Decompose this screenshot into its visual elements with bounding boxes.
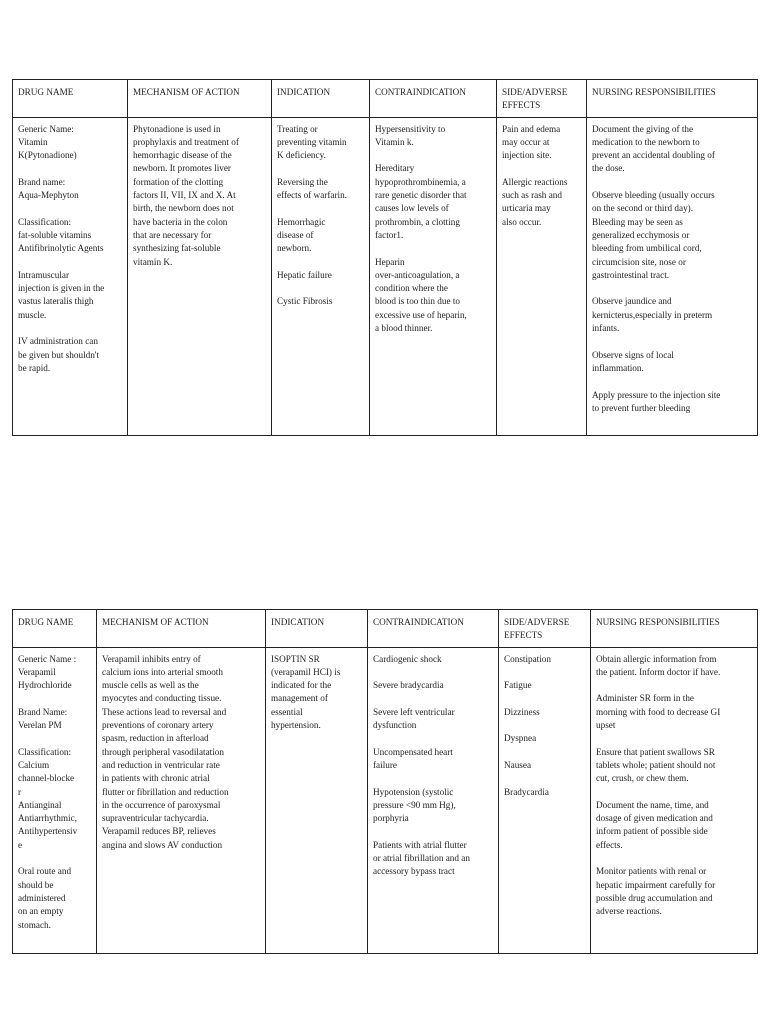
cell-text-line: inflammation. bbox=[592, 362, 644, 373]
cell-text-line: Nausea bbox=[504, 759, 532, 770]
cell-text-line: Constipation bbox=[504, 653, 551, 664]
cell-text-line: Intramuscular bbox=[18, 269, 70, 280]
cell-text-line: ISOPTIN SR bbox=[271, 653, 320, 664]
cell-text-line: K(Pytonadione) bbox=[18, 150, 77, 161]
cell-text-line: bleeding from umbilical cord, bbox=[592, 243, 702, 254]
cell-text-line: may occur at bbox=[502, 136, 550, 147]
cell-text-line: be given but shouldn't bbox=[18, 349, 100, 360]
drug-table-vitamin-k bbox=[12, 79, 758, 436]
cell-text-line: muscle. bbox=[18, 309, 47, 320]
cell-text-line: hypoprothrombinemia, a bbox=[375, 176, 466, 187]
cell-text-line: Brand name: bbox=[18, 176, 66, 187]
cell-text-line: cut, crush, or chew them. bbox=[596, 773, 689, 784]
cell-contraindication bbox=[368, 647, 499, 953]
header-contraindication: CONTRAINDICATION bbox=[368, 610, 499, 648]
cell-text-line: effects. bbox=[596, 839, 623, 850]
cell-text-line: channel-blocke bbox=[18, 773, 75, 784]
cell-text-line: K deficiency. bbox=[277, 150, 326, 161]
cell-text-line: infants. bbox=[592, 323, 620, 334]
cell-text-line: These actions lead to reversal and bbox=[102, 706, 227, 717]
cell-text-line: inform patient of possible side bbox=[596, 826, 708, 837]
cell-text-line: upset bbox=[596, 720, 616, 731]
cell-text-line: Hemorrhagic bbox=[277, 216, 326, 227]
cell-text-line: circumcision site, nose or bbox=[592, 256, 686, 267]
cell-text-line: Severe left ventricular bbox=[373, 706, 455, 717]
cell-text-line: (verapamil HCI) is bbox=[271, 666, 341, 677]
cell-nursing bbox=[591, 647, 758, 953]
header-nursing: NURSING RESPONSIBILITIES bbox=[591, 610, 758, 648]
cell-text-line: prevent an accidental doubling of bbox=[592, 150, 715, 161]
cell-text-line: Document the name, time, and bbox=[596, 799, 709, 810]
cell-text-line: Observe bleeding (usually occurs bbox=[592, 190, 715, 201]
cell-text-line: Generic Name: bbox=[18, 123, 74, 134]
cell-text-line: Brand Name: bbox=[18, 706, 68, 717]
cell-text-line: Observe signs of local bbox=[592, 349, 674, 360]
cell-text-line: accessory bypass tract bbox=[373, 866, 455, 877]
cell-text-line: prothrombin, a clotting bbox=[375, 216, 460, 227]
cell-text-line: preventions of coronary artery bbox=[102, 720, 214, 731]
cell-text-line: kernicterus,especially in preterm bbox=[592, 309, 713, 320]
cell-text-line: hemorrhagic disease of the bbox=[133, 150, 232, 161]
cell-text-line: gastrointestinal tract. bbox=[592, 269, 670, 280]
header-mechanism: MECHANISM OF ACTION bbox=[97, 610, 266, 648]
cell-text-line: Vitamin k. bbox=[375, 136, 414, 147]
cell-drug-name bbox=[13, 117, 128, 435]
cell-text-line: Dyspnea bbox=[504, 733, 537, 744]
cell-text-line: Bradycardia bbox=[504, 786, 549, 797]
header-contraindication: CONTRAINDICATION bbox=[370, 80, 497, 118]
cell-text-line: Hydrochloride bbox=[18, 680, 72, 691]
cell-side-effects bbox=[497, 117, 587, 435]
cell-text-line: birth, the newborn does not bbox=[133, 203, 234, 214]
drug-table-verapamil bbox=[12, 609, 758, 954]
cell-text-line: such as rash and bbox=[502, 190, 562, 201]
cell-text-line: Hepatic failure bbox=[277, 269, 332, 280]
cell-text-line: Generic Name : bbox=[18, 653, 77, 664]
cell-text-line: Dizziness bbox=[504, 706, 540, 717]
cell-text-line: r bbox=[18, 786, 22, 797]
cell-mechanism bbox=[97, 647, 266, 953]
cell-text-line: Verapamil bbox=[18, 666, 56, 677]
cell-text-line: muscle cells as well as the bbox=[102, 680, 199, 691]
cell-text-line: Reversing the bbox=[277, 176, 328, 187]
cell-text-line: Verapamil reduces BP, relieves bbox=[102, 826, 216, 837]
cell-text-line: dysfunction bbox=[373, 720, 417, 731]
cell-indication bbox=[272, 117, 370, 435]
cell-text-line: Antihypertensiv bbox=[18, 826, 78, 837]
cell-text-line: Apply pressure to the injection site bbox=[592, 389, 721, 400]
cell-text-line: rare genetic disorder that bbox=[375, 190, 467, 201]
cell-text-line: preventing vitamin bbox=[277, 136, 347, 147]
cell-text-line: a blood thinner. bbox=[375, 323, 433, 334]
cell-text-line: Heparin bbox=[375, 256, 405, 267]
cell-text-line: newborn. bbox=[277, 243, 312, 254]
cell-text-line: Cardiogenic shock bbox=[373, 653, 442, 664]
cell-text-line: dosage of given medication and bbox=[596, 813, 713, 824]
cell-text-line: Classification: bbox=[18, 216, 72, 227]
cell-text-line: in the occurrence of paroxysmal bbox=[102, 799, 221, 810]
cell-text-line: synthesizing fat-soluble bbox=[133, 243, 221, 254]
cell-text-line: essential bbox=[271, 706, 303, 717]
cell-indication bbox=[266, 647, 368, 953]
cell-text-line: formation of the clotting bbox=[133, 176, 224, 187]
header-row bbox=[13, 80, 758, 118]
cell-text-line: failure bbox=[373, 759, 397, 770]
cell-text-line: Vitamin bbox=[18, 136, 48, 147]
header-side-effects: SIDE/ADVERSE EFFECTS bbox=[497, 80, 587, 118]
cell-text-line: e bbox=[18, 839, 23, 850]
cell-text-line: in patients with chronic atrial bbox=[102, 773, 210, 784]
cell-text-line: indicated for the bbox=[271, 680, 332, 691]
cell-text-line: or atrial fibrillation and an bbox=[373, 853, 470, 864]
cell-text-line: factor1. bbox=[375, 229, 404, 240]
cell-text-line: should be bbox=[18, 879, 54, 890]
cell-text-line: effects of warfarin. bbox=[277, 190, 347, 201]
cell-text-line: be rapid. bbox=[18, 362, 51, 373]
cell-mechanism bbox=[128, 117, 272, 435]
cell-text-line: adverse reactions. bbox=[596, 906, 662, 917]
cell-text-line: Cystic Fibrosis bbox=[277, 296, 333, 307]
cell-contraindication bbox=[370, 117, 497, 435]
cell-text-line: Antiarrhythmic, bbox=[18, 813, 77, 824]
cell-text-line: injection site. bbox=[502, 150, 552, 161]
cell-text-line: to prevent further bleeding bbox=[592, 402, 691, 413]
cell-text-line: condition where the bbox=[375, 283, 448, 294]
cell-text-line: the dose. bbox=[592, 163, 625, 174]
cell-text-line: vastus lateralis thigh bbox=[18, 296, 94, 307]
cell-text-line: porphyria bbox=[373, 813, 409, 824]
cell-text-line: stomach. bbox=[18, 919, 51, 930]
cell-text-line: flutter or fibrillation and reduction bbox=[102, 786, 229, 797]
cell-text-line: also occur. bbox=[502, 216, 542, 227]
cell-text-line: Aqua-Mephyton bbox=[18, 190, 79, 201]
cell-text-line: Obtain allergic information from bbox=[596, 653, 717, 664]
cell-text-line: medication to the newborn to bbox=[592, 136, 700, 147]
cell-text-line: and reduction in ventricular rate bbox=[102, 759, 220, 770]
cell-text-line: have bacteria in the colon bbox=[133, 216, 228, 227]
cell-text-line: Fatigue bbox=[504, 680, 532, 691]
cell-text-line: newborn. It promotes liver bbox=[133, 163, 231, 174]
table-row bbox=[13, 647, 758, 953]
cell-text-line: vitamin K. bbox=[133, 256, 173, 267]
cell-text-line: pressure <90 mm Hg), bbox=[373, 799, 456, 810]
cell-text-line: Pain and edema bbox=[502, 123, 561, 134]
header-nursing: NURSING RESPONSIBILITIES bbox=[587, 80, 758, 118]
cell-text-line: possible drug accumulation and bbox=[596, 892, 713, 903]
cell-text-line: angina and slows AV conduction bbox=[102, 839, 223, 850]
cell-text-line: fat-soluble vitamins bbox=[18, 229, 92, 240]
cell-text-line: Observe jaundice and bbox=[592, 296, 672, 307]
cell-text-line: through peripheral vasodilatation bbox=[102, 746, 224, 757]
cell-text-line: over-anticoagulation, a bbox=[375, 269, 460, 280]
cell-text-line: factors II, VII, IX and X. At bbox=[133, 190, 236, 201]
cell-text-line: myocytes and conducting tissue. bbox=[102, 693, 222, 704]
cell-text-line: Phytonadione is used in bbox=[133, 123, 221, 134]
cell-text-line: blood is too thin due to bbox=[375, 296, 460, 307]
cell-text-line: excessive use of heparin, bbox=[375, 309, 467, 320]
cell-text-line: administered bbox=[18, 892, 66, 903]
cell-text-line: Ensure that patient swallows SR bbox=[596, 746, 715, 757]
header-row bbox=[13, 610, 758, 648]
cell-text-line: on an empty bbox=[18, 906, 64, 917]
cell-side-effects bbox=[499, 647, 591, 953]
cell-text-line: Administer SR form in the bbox=[596, 693, 694, 704]
cell-text-line: supraventricular tachycardia. bbox=[102, 813, 209, 824]
cell-drug-name bbox=[13, 647, 97, 953]
cell-text-line: Hereditary bbox=[375, 163, 415, 174]
cell-text-line: the patient. Inform doctor if have. bbox=[596, 666, 721, 677]
cell-text-line: injection is given in the bbox=[18, 283, 105, 294]
cell-text-line: urticaria may bbox=[502, 203, 551, 214]
cell-text-line: tablets whole; patient should not bbox=[596, 759, 716, 770]
cell-text-line: morning with food to decrease GI bbox=[596, 706, 721, 717]
cell-text-line: calcium ions into arterial smooth bbox=[102, 666, 223, 677]
header-side-effects: SIDE/ADVERSE EFFECTS bbox=[499, 610, 591, 648]
cell-text-line: prophylaxis and treatment of bbox=[133, 136, 239, 147]
cell-text-line: Verapamil inhibits entry of bbox=[102, 653, 201, 664]
cell-text-line: spasm, reduction in afterload bbox=[102, 733, 209, 744]
cell-text-line: hypertension. bbox=[271, 720, 321, 731]
cell-text-line: Verelan PM bbox=[18, 720, 62, 731]
cell-text-line: Allergic reactions bbox=[502, 176, 568, 187]
cell-text-line: hepatic impairment carefully for bbox=[596, 879, 716, 890]
cell-text-line: Oral route and bbox=[18, 866, 72, 877]
cell-text-line: Document the giving of the bbox=[592, 123, 694, 134]
cell-text-line: on the second or third day). bbox=[592, 203, 694, 214]
cell-text-line: Calcium bbox=[18, 759, 50, 770]
cell-text-line: disease of bbox=[277, 229, 314, 240]
table-row bbox=[13, 117, 758, 435]
cell-text-line: Treating or bbox=[277, 123, 318, 134]
header-mechanism: MECHANISM OF ACTION bbox=[128, 80, 272, 118]
cell-text-line: IV administration can bbox=[18, 336, 98, 347]
cell-text-line: management of bbox=[271, 693, 328, 704]
cell-text-line: Monitor patients with renal or bbox=[596, 866, 707, 877]
cell-text-line: causes low levels of bbox=[375, 203, 449, 214]
cell-text-line: Antifibrinolytic Agents bbox=[18, 243, 104, 254]
cell-text-line: generalized ecchymosis or bbox=[592, 229, 690, 240]
cell-text-line: Bleeding may be seen as bbox=[592, 216, 683, 227]
cell-text-line: Hypersensitivity to bbox=[375, 123, 446, 134]
cell-text-line: Hypotension (systolic bbox=[373, 786, 454, 797]
cell-nursing bbox=[587, 117, 758, 435]
header-indication: INDICATION bbox=[272, 80, 370, 118]
header-drug-name: DRUG NAME bbox=[13, 610, 97, 648]
header-drug-name: DRUG NAME bbox=[13, 80, 128, 118]
cell-text-line: Antianginal bbox=[18, 799, 62, 810]
cell-text-line: Severe bradycardia bbox=[373, 680, 444, 691]
cell-text-line: Classification: bbox=[18, 746, 72, 757]
header-indication: INDICATION bbox=[266, 610, 368, 648]
cell-text-line: Uncompensated heart bbox=[373, 746, 453, 757]
cell-text-line: Patients with atrial flutter bbox=[373, 839, 467, 850]
cell-text-line: that are necessary for bbox=[133, 229, 212, 240]
